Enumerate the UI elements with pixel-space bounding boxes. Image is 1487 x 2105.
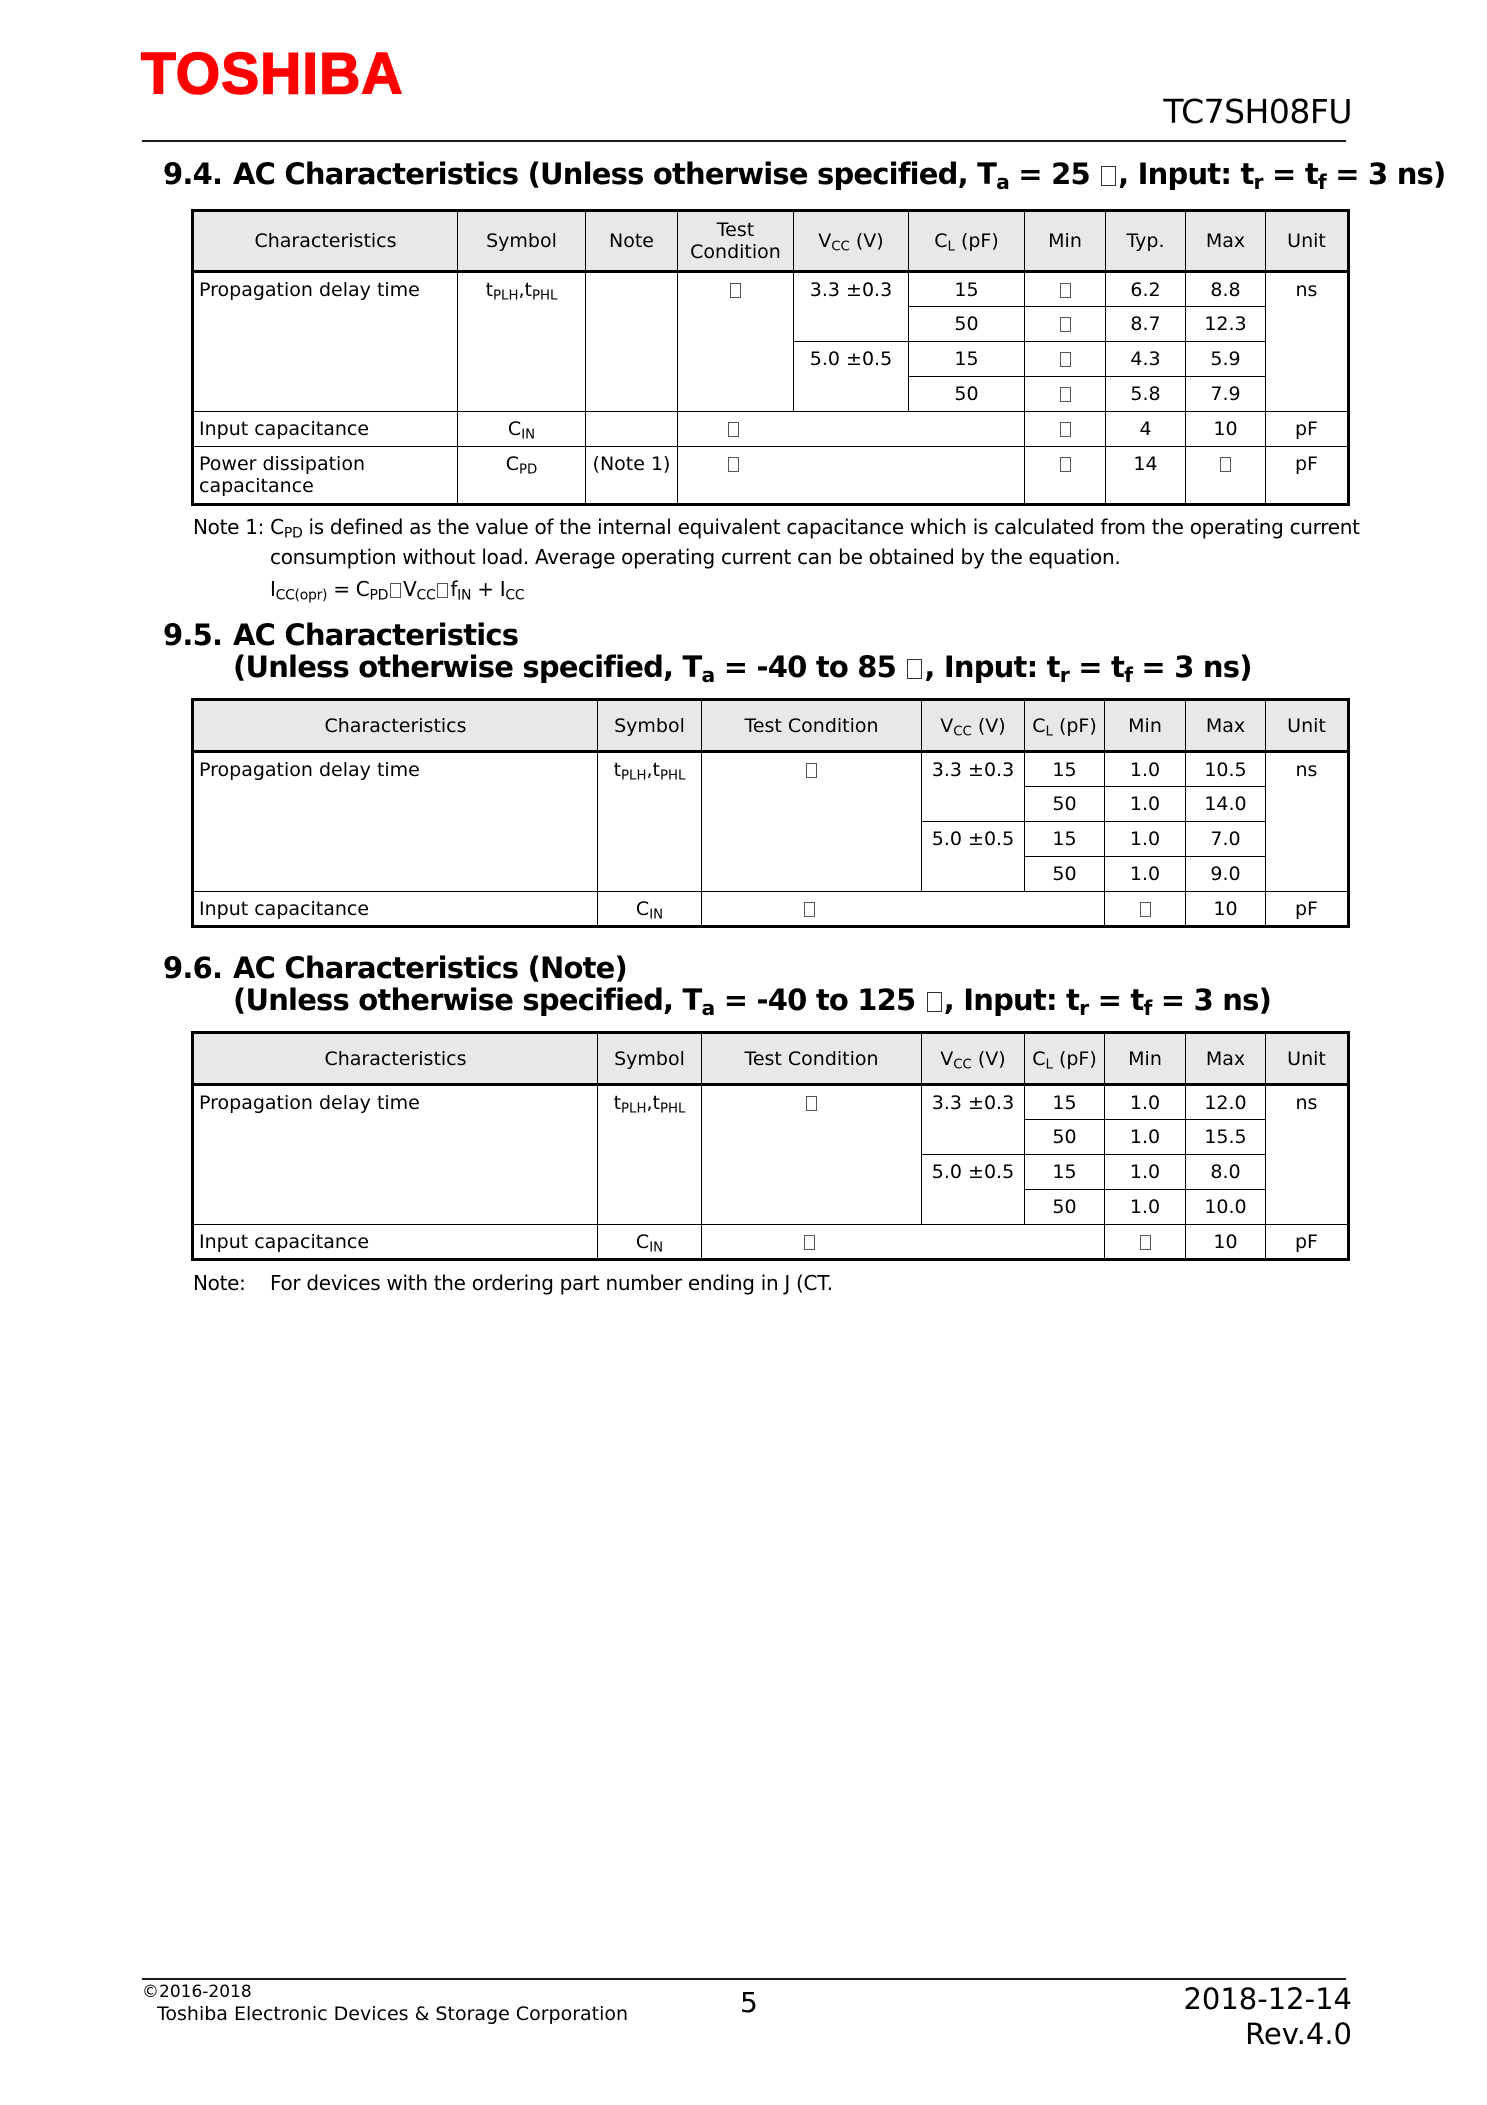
col-max: Max — [1186, 211, 1266, 272]
table-row: Input capacitance $C_{IN}$ 10 pF — [193, 892, 1349, 927]
dash-glyph-icon — [1140, 902, 1151, 917]
table-row: Input capacitance $C_{IN}$ 10 pF — [193, 1225, 1349, 1260]
note-1-line-2: consumption without load. Average operating current can be obtained by the equation. — [270, 545, 1121, 569]
table-row: Propagation delay time $t_{PLH},t_{PHL}$ 3.3 ±0.3 15 1.0 12.0 ns — [193, 1085, 1349, 1120]
col-cl: $C_L$ (pF) — [909, 211, 1025, 272]
toshiba-logo: TOSHIBA — [141, 41, 404, 107]
table-row: 50 8.7 12.3 — [193, 307, 1349, 342]
table-header-row: Characteristics Symbol Test Condition $V_{CC}$ (V) $C_L$ (pF) Min Max Unit — [193, 700, 1349, 752]
dash-glyph-icon — [1140, 1235, 1151, 1250]
doc-date: 2018-12-14 — [1183, 1982, 1352, 2016]
part-number: TC7SH08FU — [1163, 92, 1352, 131]
note-1: Note 1: $C_{PD}$ is defined as the value of the internal equivalent capacitance which is calculated from the operating current — [193, 515, 1360, 542]
dash-glyph-icon — [1060, 422, 1071, 437]
doc-revision: Rev.4.0 — [1245, 2017, 1352, 2051]
copyright: ©2016-2018 — [142, 1982, 252, 2002]
ac-characteristics-85c-table — [191, 698, 1350, 928]
dash-glyph-icon — [1060, 352, 1071, 367]
degree-celsius-glyph-icon — [1101, 166, 1116, 186]
dash-glyph-icon — [1060, 457, 1071, 472]
table-row: 50 1.0 10.0 — [193, 1190, 1349, 1225]
table-row: 50 1.0 14.0 — [193, 787, 1349, 822]
table-header-row — [193, 211, 1349, 272]
degree-celsius-glyph-icon — [927, 992, 942, 1012]
table-row: 5.0 ±0.5 15 1.0 7.0 — [193, 822, 1349, 857]
placeholder-glyph-icon — [728, 457, 739, 472]
footer-divider — [142, 1978, 1346, 1980]
page-number: 5 — [740, 1986, 758, 2019]
table-row: 50 5.8 7.9 — [193, 377, 1349, 412]
placeholder-glyph-icon — [806, 1096, 817, 1111]
col-characteristics: Characteristics — [193, 211, 458, 272]
ac-characteristics-125c-table — [191, 1031, 1350, 1261]
dash-glyph-icon — [1220, 457, 1231, 472]
section-9-5-title: 9.5. AC Characteristics (Unless otherwise specified, $T_a = -40$ to 85 , Input: $t_r = t_f = 3$ ns) — [163, 618, 1252, 688]
col-test-condition: Test Condition — [678, 211, 794, 272]
table-row: Propagation delay time $t_{PLH},t_{PHL}$ 3.3 ±0.3 15 1.0 10.5 ns — [193, 752, 1349, 787]
table-row: Power dissipation capacitance $C_{PD}$ (Note 1) 14 pF — [193, 447, 1349, 505]
dash-glyph-icon — [1060, 283, 1071, 298]
table-row: 5.0 ±0.5 15 4.3 5.9 — [193, 342, 1349, 377]
dash-glyph-icon — [1060, 387, 1071, 402]
placeholder-glyph-icon — [728, 422, 739, 437]
degree-celsius-glyph-icon — [907, 659, 922, 679]
table-row: 5.0 ±0.5 15 1.0 8.0 — [193, 1155, 1349, 1190]
section-9-6-note: Note: For devices with the ordering part number ending in J (CT. — [193, 1271, 833, 1295]
table-row: 50 1.0 15.5 — [193, 1120, 1349, 1155]
company-name: Toshiba Electronic Devices & Storage Corporation — [157, 2003, 629, 2025]
placeholder-glyph-icon — [806, 763, 817, 778]
placeholder-glyph-icon — [804, 902, 815, 917]
col-symbol: Symbol — [458, 211, 586, 272]
header-divider — [142, 140, 1346, 142]
col-unit: Unit — [1266, 211, 1349, 272]
ac-characteristics-25c-table — [191, 209, 1350, 506]
dash-glyph-icon — [1060, 317, 1071, 332]
section-9-4-title: 9.4. AC Characteristics (Unless otherwise specified, $T_a = 25$ , Input: $t_r = t_f = 3$ ns) — [163, 157, 1446, 195]
placeholder-glyph-icon — [804, 1235, 815, 1250]
col-min: Min — [1025, 211, 1106, 272]
table-row: Input capacitance $C_{IN}$ 4 10 pF — [193, 412, 1349, 447]
col-note: Note — [586, 211, 678, 272]
col-typ: Typ. — [1106, 211, 1186, 272]
table-header-row: Characteristics Symbol Test Condition $V_{CC}$ (V) $C_L$ (pF) Min Max Unit — [193, 1033, 1349, 1085]
table-row: Propagation delay time $t_{PLH},t_{PHL}$ 3.3 ±0.3 15 6.2 8.8 ns — [193, 272, 1349, 307]
section-9-6-title: 9.6. AC Characteristics (Note) (Unless otherwise specified, $T_a = -40$ to 125 , Input: $t_r = t_f = 3$ ns) — [163, 951, 1272, 1021]
note-1-equation: $I_{CC(opr)} = C_{PD}$ $V_{CC}$ $f_{IN} + I_{CC}$ — [270, 577, 525, 604]
table-row: 50 1.0 9.0 — [193, 857, 1349, 892]
symbol-cell: $t_{PLH},t_{PHL}$ — [458, 272, 586, 412]
placeholder-glyph-icon — [730, 283, 741, 298]
col-vcc: $V_{CC}$ (V) — [794, 211, 909, 272]
